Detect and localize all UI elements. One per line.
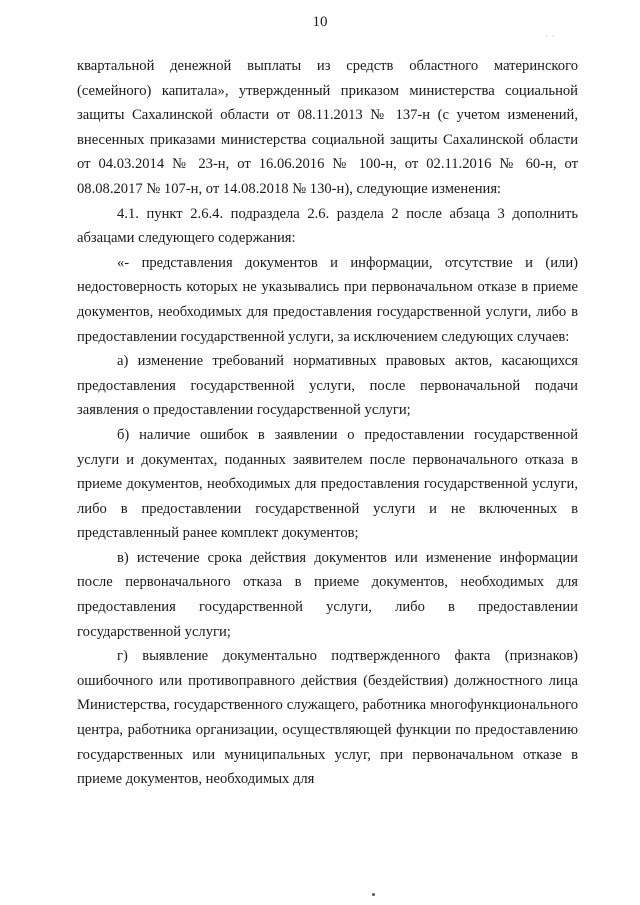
paragraph-item-g: г) выявление документально подтвержденного факта (признаков) ошибочного или противоправного действия (бездействия) должностного лица Министерства, государственного служащего, работника многофункционального центра, работника организации, осуществляющей функции по предоставлению государственных или муниципальных услуг, при первоначальном отказе в приеме документов, необходимых для (77, 648, 578, 788)
scan-artifact-bottom (372, 893, 375, 896)
paragraph-item-v: в) истечение срока действия документов или изменение информации после первоначального отказа в приеме документов, необходимых для предоставления государственной услуги, либо в предоставлении государственной услуги; (77, 549, 578, 640)
paragraph-item-a: а) изменение требований нормативных правовых актов, касающихся предоставления государственной услуги, после первоначальной подачи заявления о предоставлении государственной услуги; (77, 353, 578, 419)
paragraph-quote-start: «- представления документов и информации, отсутствие и (или) недостоверность которых не указывались при первоначальном отказе в приеме документов, необходимых для предоставления государственной услуги, либо в предоставлении государственной услуги, за исключением следующих случаев: (77, 254, 578, 345)
paragraph-intro-continuation: квартальной денежной выплаты из средств областного материнского (семейного) капитала», утвержденный приказом министерства социальной защиты Сахалинской области от 08.11.2013 № 137-н (с учетом изменений, внесенных приказами министерства социальной защиты Сахалинской области от 04.03.2014 № 23-н, от 16.06.2016 № 100-н, от 02.11.2016 № 60-н, от 08.08.2017 № 107-н, от 14.08.2018 № 130-н), следующие изменения: (77, 58, 578, 197)
page-number: 10 (312, 14, 328, 30)
paragraph-item-b: б) наличие ошибок в заявлении о предоставлении государственной услуги и документах, поданных заявителем после первоначального отказа в приеме документов, необходимых для предоставления государственной услуги, либо в предоставлении государственной услуги и не включенных в представленный ранее комплект документов; (77, 426, 578, 542)
scan-artifact: · · (545, 32, 555, 41)
paragraph-4-1: 4.1. пункт 2.6.4. подраздела 2.6. раздела 2 после абзаца 3 дополнить абзацами следующего содержания: (77, 205, 578, 247)
document-body (77, 54, 578, 792)
